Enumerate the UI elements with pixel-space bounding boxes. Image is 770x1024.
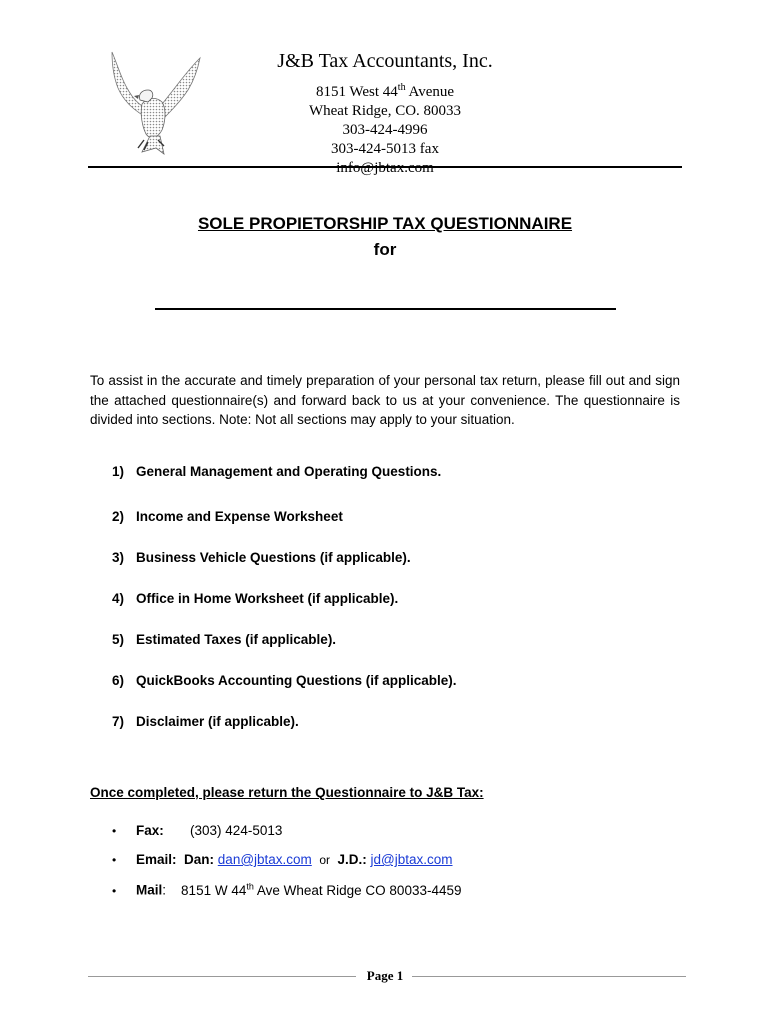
email-label: Email: bbox=[136, 852, 177, 867]
or-text: or bbox=[319, 853, 330, 867]
section-item: 4) Office in Home Worksheet (if applicable). bbox=[112, 591, 399, 606]
section-item: 3) Business Vehicle Questions (if applicable). bbox=[112, 550, 411, 565]
document-subtitle: for bbox=[373, 240, 397, 259]
street-address: 8151 West 44th Avenue bbox=[315, 82, 455, 100]
section-item: 6) QuickBooks Accounting Questions (if applicable). bbox=[112, 673, 457, 688]
bullet-icon: • bbox=[112, 883, 117, 898]
page-number: Page 1 bbox=[366, 968, 404, 983]
bullet-icon: • bbox=[112, 824, 117, 838]
bullet-icon: • bbox=[112, 853, 117, 867]
contact-fax bbox=[112, 823, 282, 838]
dan-label: Dan: bbox=[184, 852, 215, 867]
contact-email bbox=[112, 852, 453, 867]
fax-value: (303) 424-5013 bbox=[190, 823, 283, 838]
section-item: 1) General Management and Operating Questions. bbox=[112, 464, 442, 479]
phone-number: 303-424-4996 bbox=[342, 122, 428, 138]
footer-rule-left bbox=[88, 976, 356, 977]
company-email: info@jbtax.com bbox=[336, 160, 434, 176]
client-name-line[interactable] bbox=[155, 308, 616, 310]
section-item: 7) Disclaimer (if applicable). bbox=[112, 714, 299, 729]
eagle-icon bbox=[104, 48, 204, 158]
section-item: 5) Estimated Taxes (if applicable). bbox=[112, 632, 337, 647]
contact-mail: • Mail: 8151 W 44th Ave Wheat Ridge CO 80033-4459 bbox=[112, 881, 462, 898]
return-heading: Once completed, please return the Questionnaire to J&B Tax: bbox=[90, 785, 484, 800]
section-item: 2) Income and Expense Worksheet bbox=[112, 509, 343, 524]
jd-email-link[interactable]: jd@jbtax.com bbox=[370, 852, 453, 867]
footer-rule-right bbox=[412, 976, 686, 977]
city-line: Wheat Ridge, CO. 80033 bbox=[308, 103, 462, 119]
mail-label: Mail bbox=[136, 882, 163, 898]
company-name: J&B Tax Accountants, Inc. bbox=[277, 50, 493, 72]
document-title: SOLE PROPIETORSHIP TAX QUESTIONNAIRE bbox=[197, 214, 573, 233]
fax-number: 303-424-5013 fax bbox=[331, 141, 439, 157]
header-divider bbox=[88, 166, 682, 168]
company-header bbox=[240, 48, 530, 178]
dan-email-link[interactable]: dan@jbtax.com bbox=[217, 852, 312, 867]
intro-paragraph: To assist in the accurate and timely preparation of your personal tax return, please fill out and sign the attached questionnaire(s) and forward back to us at your convenience. The questionnaire is divided into sections. Note: Not all sections may apply to your situation. bbox=[90, 373, 680, 427]
jd-label: J.D.: bbox=[337, 852, 367, 867]
fax-label: Fax: bbox=[136, 823, 164, 838]
mail-address: 8151 W 44th Ave Wheat Ridge CO 80033-4459 bbox=[181, 881, 462, 898]
